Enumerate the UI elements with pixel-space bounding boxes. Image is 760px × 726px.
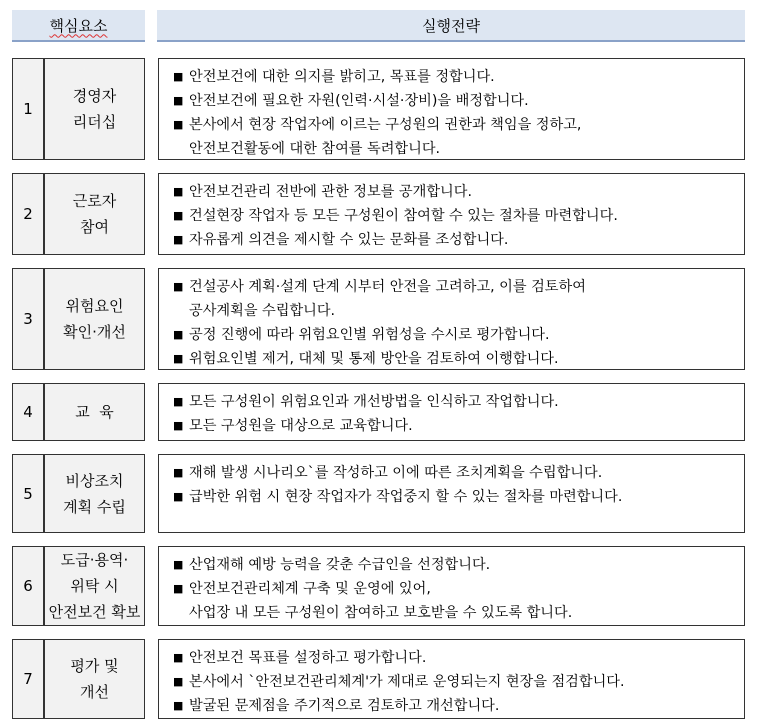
strategy-text: 산업재해 예방 능력을 갖춘 수급인을 선정합니다.	[189, 557, 491, 573]
core-element-line: 평가 및	[70, 657, 119, 675]
strategy-item	[173, 113, 736, 137]
core-element-line: 비상조치	[65, 471, 124, 490]
square-bullet-icon: ■	[173, 490, 184, 503]
strategy-text: 건설공사 계획·설계 단계 시부터 안전을 고려하고, 이를 검토하여	[189, 279, 586, 295]
strategy-cell	[158, 58, 745, 160]
strategy-item	[173, 485, 736, 509]
square-bullet-icon: ■	[173, 280, 184, 293]
square-bullet-icon: ■	[173, 328, 184, 341]
core-element	[43, 639, 145, 719]
strategy-item	[173, 275, 736, 299]
strategy-item	[173, 323, 736, 347]
strategy-cell	[158, 639, 745, 719]
strategy-text: 발굴된 문제점을 주기적으로 검토하고 개선합니다.	[189, 698, 500, 714]
strategy-item	[173, 65, 736, 89]
strategy-text: 공정 진행에 따라 위험요인별 위험성을 수시로 평가합니다.	[189, 327, 550, 343]
square-bullet-icon: ■	[173, 185, 184, 198]
table-row	[12, 173, 745, 255]
square-bullet-icon: ■	[173, 582, 184, 595]
strategy-text: 안전보건관리체계 구축 및 운영에 있어,	[189, 581, 431, 597]
strategy-item	[173, 390, 736, 414]
core-element	[43, 268, 145, 370]
square-bullet-icon	[173, 299, 189, 323]
strategy-item	[173, 461, 736, 485]
table-row	[12, 454, 745, 533]
core-element-line: 위험요인	[65, 297, 124, 315]
strategy-cell	[158, 546, 745, 626]
row-number: 6	[12, 546, 43, 626]
table-row	[12, 58, 745, 160]
strategy-text: 급박한 위험 시 현장 작업자가 작업중지 할 수 있는 절차를 마련합니다.	[189, 489, 623, 505]
strategy-item-continuation	[173, 601, 736, 625]
header-core-elements	[12, 10, 145, 42]
strategy-cell	[158, 454, 745, 533]
square-bullet-icon: ■	[173, 395, 184, 408]
square-bullet-icon: ■	[173, 118, 184, 131]
strategy-item	[173, 204, 736, 228]
row-number: 3	[12, 268, 43, 370]
strategy-item	[173, 694, 736, 718]
strategy-item	[173, 228, 736, 252]
core-element	[43, 383, 145, 441]
square-bullet-icon: ■	[173, 70, 184, 83]
strategy-text: 본사에서 현장 작업자에 이르는 구성원의 권한과 책임을 정하고,	[189, 117, 582, 133]
header-strategies-label: 실행전략	[422, 16, 480, 35]
square-bullet-icon: ■	[173, 233, 184, 246]
square-bullet-icon: ■	[173, 675, 184, 688]
row-number: 1	[12, 58, 43, 160]
core-element-line: 교 육	[75, 403, 114, 421]
core-element-line: 리더십	[72, 113, 117, 131]
strategy-text: 자유롭게 의견을 제시할 수 있는 문화를 조성합니다.	[189, 232, 509, 248]
strategy-text: 건설현장 작업자 등 모든 구성원이 참여할 수 있는 절차를 마련합니다.	[189, 208, 618, 224]
strategy-text: 본사에서 `안전보건관리체계'가 제대로 운영되는지 현장을 점검합니다.	[189, 674, 625, 690]
table-row	[12, 546, 745, 626]
header-strategies	[157, 10, 745, 42]
square-bullet-icon: ■	[173, 699, 184, 712]
strategy-text: 모든 구성원이 위험요인과 개선방법을 인식하고 작업합니다.	[189, 394, 559, 410]
strategy-text: 모든 구성원을 대상으로 교육합니다.	[189, 418, 413, 434]
core-element-line: 계획 수립	[63, 497, 126, 516]
square-bullet-icon: ■	[173, 352, 184, 365]
square-bullet-icon	[173, 137, 189, 161]
strategy-text: 재해 발생 시나리오`를 작성하고 이에 따른 조치계획을 수립합니다.	[189, 465, 603, 481]
strategy-item	[173, 414, 736, 438]
strategy-text: 안전보건 목표를 설정하고 평가합니다.	[189, 650, 427, 666]
strategy-text: 안전보건에 대한 의지를 밝히고, 목표를 정합니다.	[189, 69, 495, 85]
strategy-item	[173, 180, 736, 204]
strategy-item	[173, 646, 736, 670]
core-element	[43, 546, 145, 626]
square-bullet-icon: ■	[173, 94, 184, 107]
core-element	[43, 58, 145, 160]
strategy-text: 위험요인별 제거, 대체 및 통제 방안을 검토하여 이행합니다.	[189, 351, 559, 367]
table-row	[12, 383, 745, 441]
strategy-item	[173, 347, 736, 371]
strategy-cell	[158, 173, 745, 255]
core-element	[43, 454, 145, 533]
strategy-item	[173, 577, 736, 601]
square-bullet-icon	[173, 601, 189, 625]
row-number: 4	[12, 383, 43, 441]
strategy-text: 안전보건에 필요한 자원(인력·시설·장비)을 배정합니다.	[189, 93, 529, 109]
strategy-cell	[158, 268, 745, 370]
header-core-elements-label: 핵심요소	[49, 16, 108, 35]
strategy-text: 사업장 내 모든 구성원이 참여하고 보호받을 수 있도록 합니다.	[189, 605, 573, 621]
core-element-line: 안전보건 확보	[48, 603, 141, 621]
strategy-item	[173, 670, 736, 694]
core-element-line: 참여	[80, 218, 109, 236]
square-bullet-icon: ■	[173, 558, 184, 571]
table-row	[12, 268, 745, 370]
strategy-text: 안전보건활동에 대한 참여를 독려합니다.	[189, 141, 441, 157]
table-row	[12, 639, 745, 719]
core-element-line: 개선	[80, 683, 109, 701]
strategy-item-continuation	[173, 299, 736, 323]
core-element-line: 위탁 시	[70, 577, 119, 595]
core-element-line: 확인·개선	[63, 323, 126, 341]
row-number: 5	[12, 454, 43, 533]
square-bullet-icon: ■	[173, 466, 184, 479]
core-element-line: 경영자	[72, 87, 117, 105]
row-number: 2	[12, 173, 43, 255]
strategy-text: 공사계획을 수립합니다.	[189, 303, 336, 319]
strategy-text: 안전보건관리 전반에 관한 정보를 공개합니다.	[189, 184, 472, 200]
square-bullet-icon: ■	[173, 419, 184, 432]
square-bullet-icon: ■	[173, 209, 184, 222]
core-element-line: 도급·용역·	[60, 551, 129, 569]
strategy-item-continuation	[173, 137, 736, 161]
strategy-item	[173, 89, 736, 113]
core-element-line: 근로자	[72, 192, 117, 210]
strategy-item	[173, 553, 736, 577]
strategy-cell	[158, 383, 745, 441]
core-element	[43, 173, 145, 255]
row-number: 7	[12, 639, 43, 719]
square-bullet-icon: ■	[173, 651, 184, 664]
